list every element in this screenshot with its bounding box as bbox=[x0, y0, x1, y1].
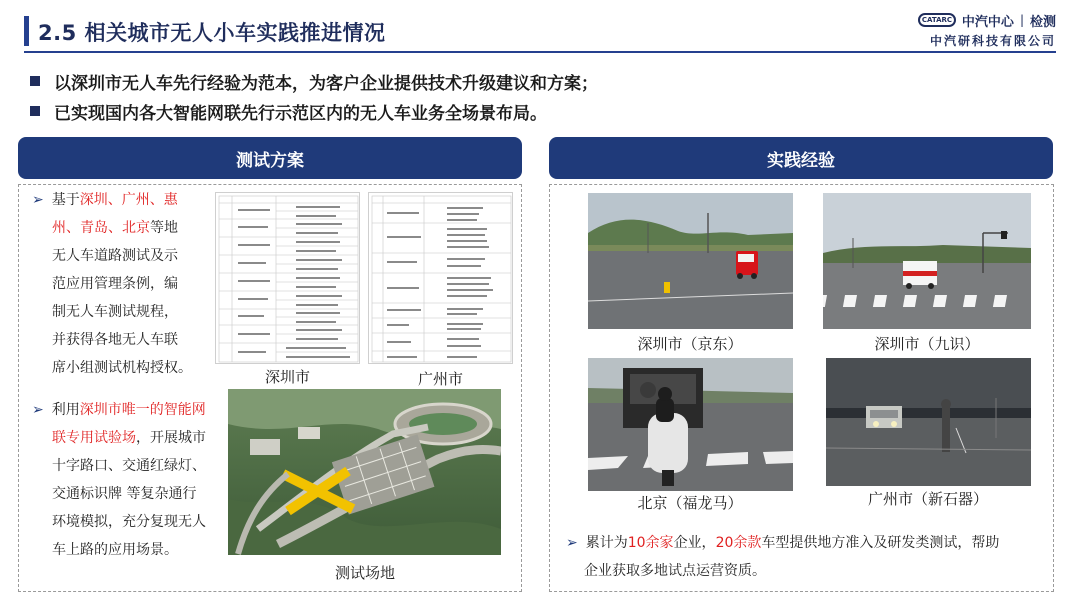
bullet-text: 已实现国内各大智能网联先行示范区内的无人车业务全场景布局。 bbox=[54, 103, 547, 124]
highlighted-text: 联专用试验场 bbox=[52, 430, 136, 446]
photo-caption: 深圳市（九识） bbox=[874, 335, 980, 353]
shenzhen-regulation-document bbox=[215, 192, 360, 364]
arrow-bullet-icon: ➢ bbox=[32, 192, 44, 208]
bullet-item bbox=[30, 66, 598, 96]
document-table-graphic bbox=[369, 193, 514, 365]
logo-separator: | bbox=[1019, 13, 1024, 27]
highlighted-text: 深圳市唯一的智能网 bbox=[79, 402, 206, 418]
text-line: 范应用管理条例，编 bbox=[52, 276, 178, 292]
square-bullet-icon bbox=[30, 106, 40, 116]
title-accent-bar bbox=[24, 16, 29, 46]
catarc-logo-mark: CATARC bbox=[918, 13, 956, 27]
bullet-item bbox=[30, 96, 598, 126]
text: 利用 bbox=[51, 402, 80, 418]
photo-caption: 北京（福龙马） bbox=[637, 494, 743, 512]
text: 车型提供地方准入及研发类测试，帮助 bbox=[761, 535, 1000, 551]
shenzhen-jd-photo bbox=[588, 193, 793, 329]
highlighted-cities: 深圳、广州、惠 bbox=[79, 192, 178, 208]
shenzhen-jiushi-photo bbox=[823, 193, 1031, 329]
highlighted-cities: 州、青岛、北京 bbox=[52, 220, 150, 236]
text-line: 席小组测试机构授权。 bbox=[52, 360, 192, 376]
text-line: 并获得各地无人车联 bbox=[52, 332, 178, 348]
text-line: 环境模拟，充分复现无人 bbox=[52, 514, 206, 530]
left-paragraph-1 bbox=[32, 186, 222, 382]
left-panel-heading: 测试方案 bbox=[18, 137, 522, 179]
text-line: 十字路口、交通红绿灯、 bbox=[52, 458, 206, 474]
left-paragraph-2 bbox=[32, 396, 232, 564]
company-logo bbox=[900, 10, 1056, 50]
page-title: 2.5 相关城市无人小车实践推进情况 bbox=[38, 21, 386, 45]
photo-caption: 深圳市（京东） bbox=[637, 335, 743, 353]
beijing-fulongma-photo bbox=[588, 358, 793, 491]
text: 基于 bbox=[51, 192, 80, 208]
document-caption-shenzhen: 深圳市 bbox=[264, 368, 310, 386]
highlighted-count: 20余款 bbox=[715, 535, 762, 551]
arrow-bullet-icon: ➢ bbox=[566, 535, 578, 551]
text-line: 交通标识牌 等复杂通行 bbox=[52, 486, 197, 502]
text-line: 制无人车测试规程， bbox=[52, 304, 178, 320]
highlighted-count: 10余家 bbox=[627, 535, 674, 551]
square-bullet-icon bbox=[30, 76, 40, 86]
right-summary-paragraph bbox=[566, 529, 1050, 585]
text: 等地 bbox=[150, 220, 178, 236]
photo-caption: 广州市（新石器） bbox=[867, 490, 988, 508]
document-table-graphic bbox=[216, 193, 361, 365]
summary-bullets bbox=[30, 66, 598, 126]
text: ，开展城市 bbox=[136, 430, 206, 446]
logo-name-2: 检测 bbox=[1029, 14, 1056, 30]
guangzhou-regulation-document bbox=[368, 192, 513, 364]
title-underline bbox=[24, 51, 1056, 53]
text-line: 车上路的应用场景。 bbox=[52, 542, 178, 558]
arrow-bullet-icon: ➢ bbox=[32, 402, 44, 418]
text-line: 企业获取多地试点运营资质。 bbox=[584, 563, 766, 579]
text: 企业， bbox=[673, 535, 716, 551]
right-panel-heading: 实践经验 bbox=[549, 137, 1053, 179]
guangzhou-neolix-photo bbox=[826, 358, 1031, 486]
document-caption-guangzhou: 广州市 bbox=[417, 370, 463, 388]
text: 累计为 bbox=[585, 535, 628, 551]
bullet-text: 以深圳市无人车先行经验为范本，为客户企业提供技术升级建议和方案； bbox=[54, 73, 598, 94]
test-site-caption: 测试场地 bbox=[334, 564, 395, 582]
test-site-aerial-photo bbox=[228, 389, 501, 555]
logo-name: 中汽中心 bbox=[961, 14, 1014, 30]
text-line: 无人车道路测试及示 bbox=[52, 248, 178, 264]
logo-subtitle: 中汽研科技有限公司 bbox=[929, 34, 1056, 48]
